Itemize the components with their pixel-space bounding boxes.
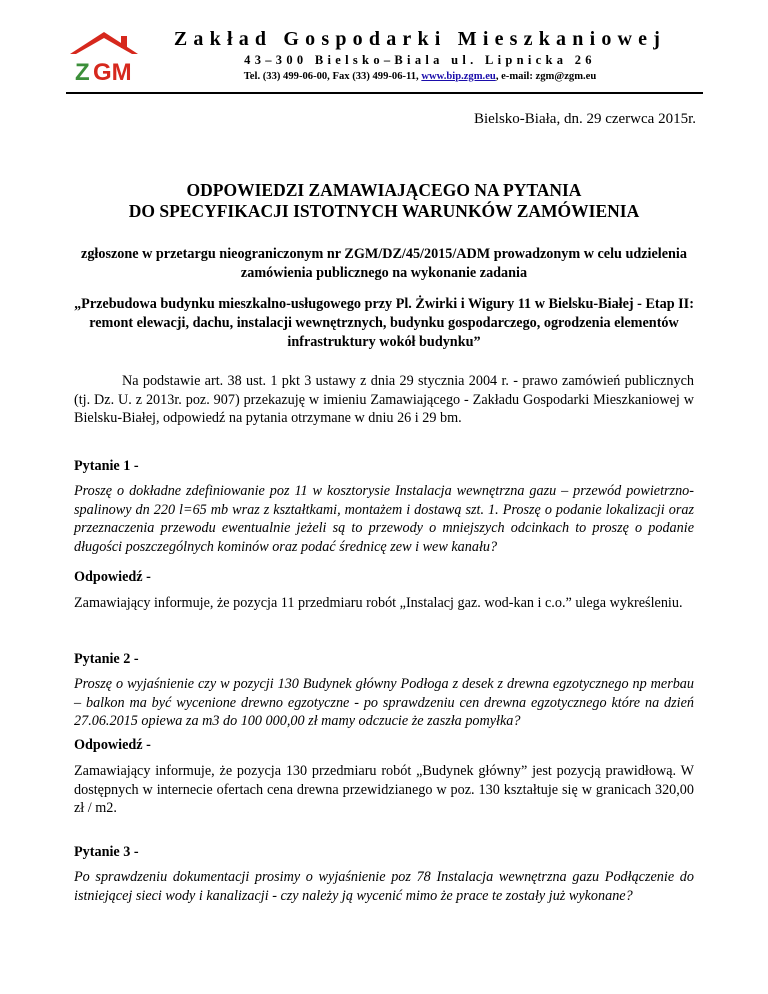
letterhead-divider <box>66 92 703 94</box>
contact-phone-fax: Tel. (33) 499-06-00, Fax (33) 499-06-11, <box>243 71 422 82</box>
question-3-label: Pytanie 3 - <box>74 844 139 860</box>
organization-contact <box>155 71 685 82</box>
logo-letters-gm: GM <box>93 59 132 86</box>
website-link[interactable]: www.bip.zgm.eu <box>421 71 496 82</box>
contact-email: , e-mail: zgm@zgm.eu <box>495 71 597 82</box>
answer-2-text: Zamawiający informuje, że pozycja 130 przedmiaru robót „Budynek główny” jest pozycją prawidłową. W dostępnych w internecie ofertach cena drewna przewidzianego w poz. 130 kształtuje się w granicach 320,00 zł / m2. <box>74 763 694 816</box>
intro-paragraph: Na podstawie art. 38 ust. 1 pkt 3 ustawy z dnia 29 stycznia 2004 r. - prawo zamówień publicznych (tj. Dz. U. z 2013r. poz. 907) przekazuję w imieniu Zamawiającego - Zakładu Gospodarki Mieszkaniowej w Bielsku-Białej, odpowiedź na pytania otrzymane w dniu 26 i 29 bm. <box>74 373 694 426</box>
question-1-text: Proszę o dokładne zdefiniowanie poz 11 w kosztorysie Instalacja wewnętrzna gazu – przewód powietrzno-spalinowy dn 220 l=65 mb wraz z kształtkami, montażem i dostawą szt. 1. Proszę o podanie lokalizacji oraz przeznaczenia przewodu ewentualnie jeżeli są to przewody o mniejszych odcinkach to proszę o podanie długości poszczególnych kominów oraz podać średnicę zew i wew kanału? <box>74 483 694 555</box>
place-date: Bielsko-Biała, dn. 29 czerwca 2015r. <box>473 111 696 127</box>
zgm-logo <box>66 28 142 88</box>
question-2-text: Proszę o wyjaśnienie czy w pozycji 130 Budynek główny Podłoga z desek z drewna egzotycznego np merbau – balkon ma być wycenione drewno egzotyczne - po sprawdzeniu cen drewna egzotycznego które na dzień 27.06.2015 opiewa za m3 do 100 000,00 zł mamy odczucie że zaszła pomyłka? <box>74 676 694 729</box>
task-name: „Przebudowa budynku mieszkalno-usługowego przy Pl. Żwirki i Wigury 11 w Bielsku-Białej - Etap II: remont elewacji, dachu, instalacji wewnętrznych, budynku gospodarczego, ogrodzenia elementów infrastruktury wokół budynku” <box>74 296 694 350</box>
answer-1-text: Zamawiający informuje, że pozycja 11 przedmiaru robót „Instalacj gaz. wod-kan i c.o.” ulega wykreśleniu. <box>74 595 683 611</box>
answer-2-label: Odpowiedź - <box>74 737 151 753</box>
title-line-2: DO SPECYFIKACJI ISTOTNYCH WARUNKÓW ZAMÓWIENIA <box>128 201 640 221</box>
organization-address: 43–300 Bielsko–Biala ul. Lipnicka 26 <box>244 53 596 67</box>
house-roof-icon <box>70 32 138 54</box>
organization-name: Zakład Gospodarki Mieszkaniowej <box>173 28 667 50</box>
question-1-label: Pytanie 1 - <box>74 458 139 474</box>
logo-letter-z: Z <box>75 59 90 86</box>
tender-subject: zgłoszone w przetargu nieograniczonym nr ZGM/DZ/45/2015/ADM prowadzonym w celu udzielenia zamówienia publicznego na wykonanie zadania <box>81 246 687 281</box>
document-title <box>60 180 708 222</box>
question-2-label: Pytanie 2 - <box>74 651 139 667</box>
title-line-1: ODPOWIEDZI ZAMAWIAJĄCEGO NA PYTANIA <box>186 180 582 200</box>
question-3-text: Po sprawdzeniu dokumentacji prosimy o wyjaśnienie poz 78 Instalacja wewnętrzna gazu Podłączenie do istniejącej sieci wody i kanalizacji - czy należy ją wycenić mimo że prace te zostały już wykonane? <box>74 869 694 904</box>
answer-1-label: Odpowiedź - <box>74 569 151 585</box>
